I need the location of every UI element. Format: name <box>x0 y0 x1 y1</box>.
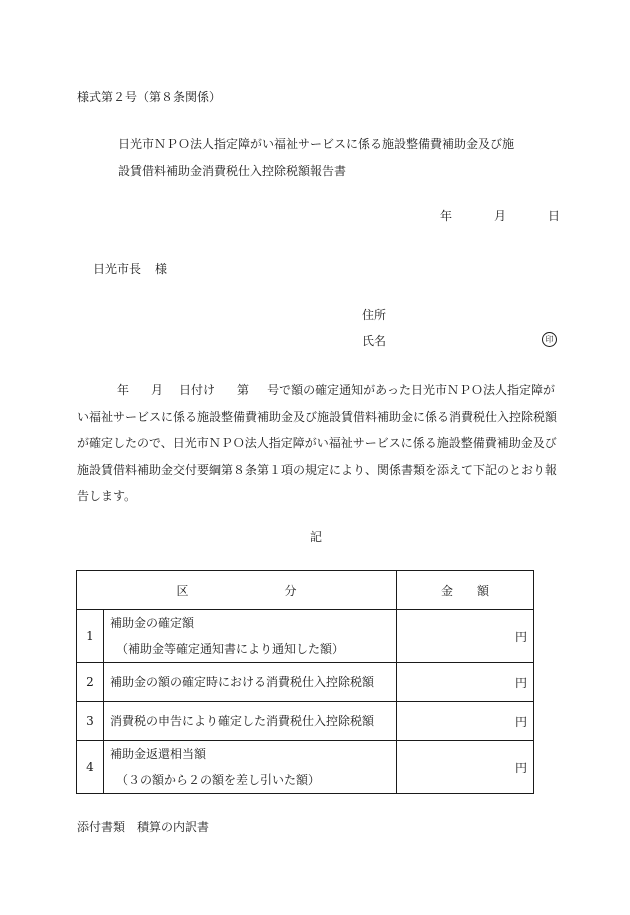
title-line-2: 設賃借料補助金消費税仕入控除税額報告書 <box>118 164 347 178</box>
row-number: 4 <box>77 741 104 794</box>
row-label: 消費税の申告により確定した消費税仕入控除税額 <box>104 702 397 741</box>
seal-mark: 印 <box>542 332 557 347</box>
addressee-honorific: 様 <box>155 262 168 276</box>
addressee <box>93 260 167 277</box>
row-amount-unit: 円 <box>397 702 534 741</box>
body-paragraph <box>77 377 559 510</box>
address-label: 住所 <box>362 308 387 322</box>
header-kingaku: 金 額 <box>397 571 534 610</box>
applicant-block <box>362 306 557 358</box>
record-heading: 記 <box>310 530 323 544</box>
row-label: 補助金の確定額 （補助金等確定通知書により通知した額） <box>104 610 397 663</box>
attachment-value: 積算の内訳書 <box>137 820 210 834</box>
date-day: 日 <box>547 209 560 223</box>
table-row <box>77 741 534 794</box>
table-row <box>77 663 534 702</box>
attachment-line <box>77 818 209 835</box>
report-table <box>76 570 534 794</box>
table-row <box>77 702 534 741</box>
addressee-name: 日光市長 <box>93 262 142 276</box>
body-year: 年 <box>117 383 130 397</box>
body-text: 号で額の確定通知があった日光市ＮＰＯ法人指定障がい福祉サービスに係る施設整備費補助金及び施設賃借料補助金に係る消費税仕入控除税額が確定したので、日光市ＮＰＯ法人指定障がい福祉サービスに係る施設整備費補助金及び施設賃借料補助金交付要綱第８条第１項の規定により、関係書類を添えて下記のとおり報告します。 <box>77 383 558 503</box>
form-number: 様式第２号（第８条関係） <box>77 90 222 104</box>
body-month: 月 <box>151 383 164 397</box>
row-number: 3 <box>77 702 104 741</box>
title-line-1: 日光市ＮＰＯ法人指定障がい福祉サービスに係る施設整備費補助金及び施 <box>118 137 515 151</box>
row-sublabel: （３の額から２の額を差し引いた額） <box>116 773 321 787</box>
date-line <box>440 207 560 224</box>
date-year: 年 <box>440 209 453 223</box>
row-number: 2 <box>77 663 104 702</box>
row-amount-unit: 円 <box>397 663 534 702</box>
row-label: 補助金返還相当額 （３の額から２の額を差し引いた額） <box>104 741 397 794</box>
row-label: 補助金の額の確定時における消費税仕入控除税額 <box>104 663 397 702</box>
row-number: 1 <box>77 610 104 663</box>
date-month: 月 <box>493 209 506 223</box>
body-dai: 第 <box>237 383 250 397</box>
row-amount-unit: 円 <box>397 741 534 794</box>
row-sublabel: （補助金等確定通知書により通知した額） <box>116 642 345 656</box>
row-amount-unit: 円 <box>397 610 534 663</box>
header-kubun: 区 分 <box>77 571 397 610</box>
table-header-row <box>77 571 534 610</box>
document-title <box>118 131 514 185</box>
table-row <box>77 610 534 663</box>
name-label: 氏名 <box>362 334 387 348</box>
attachment-label: 添付書類 <box>77 820 126 834</box>
body-day-dated: 日付け <box>179 383 216 397</box>
